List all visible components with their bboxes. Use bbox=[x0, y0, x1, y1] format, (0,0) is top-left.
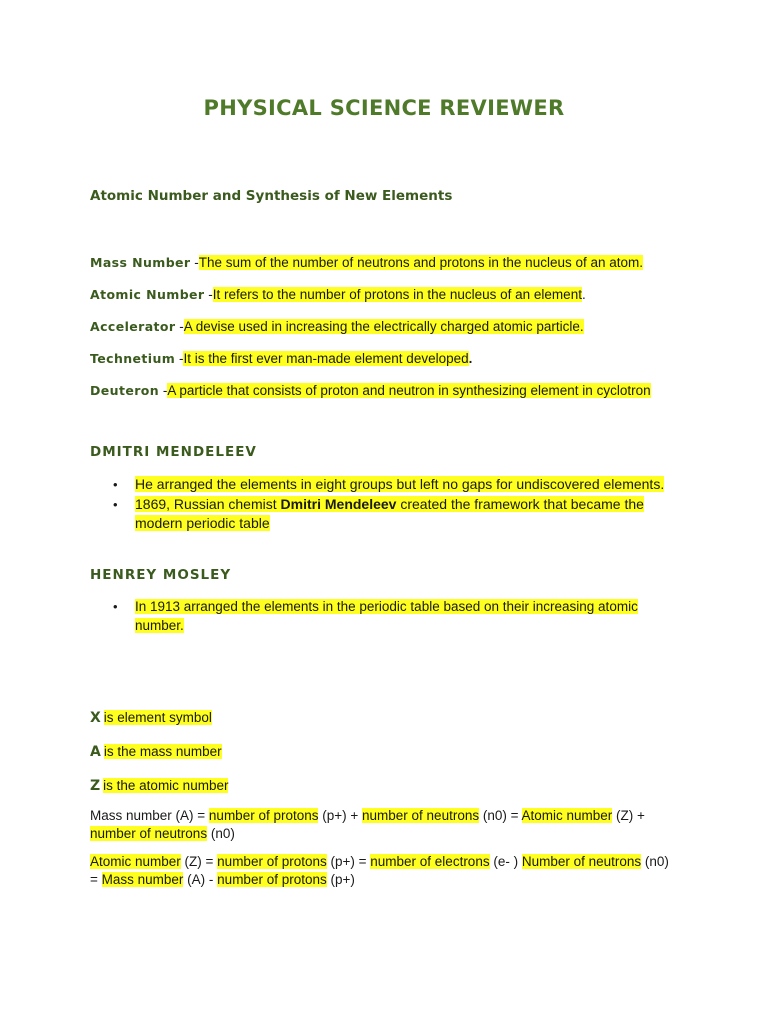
equation-highlight: number of protons bbox=[217, 854, 327, 869]
equation-text: (Z) = bbox=[180, 854, 218, 869]
list-item bbox=[90, 598, 670, 635]
symbol-a bbox=[90, 743, 222, 761]
definition-atomic-number bbox=[90, 286, 586, 304]
page-title: PHYSICAL SCIENCE REVIEWER bbox=[203, 96, 565, 120]
symbol-x bbox=[90, 709, 212, 727]
symbol-z bbox=[90, 777, 228, 795]
definition-term: Mass Number bbox=[90, 255, 191, 270]
equation-text: (A) - bbox=[183, 872, 218, 887]
equation-highlight: Atomic number bbox=[521, 808, 613, 823]
symbol-text: is the mass number bbox=[103, 744, 222, 759]
equation-highlight: number of neutrons bbox=[90, 826, 208, 841]
definition-separator: - bbox=[204, 287, 213, 302]
equation-text: (p+) = bbox=[326, 854, 371, 869]
equation-highlight: number of protons bbox=[208, 808, 319, 823]
definition-term: Atomic Number bbox=[90, 287, 205, 302]
bullet-text bbox=[135, 496, 644, 532]
equation-atomic-number bbox=[90, 853, 680, 889]
equation-highlight: Number of neutrons bbox=[521, 854, 642, 869]
definition-term: Accelerator bbox=[90, 319, 176, 334]
definition-tail: . bbox=[581, 287, 586, 302]
bullet-icon: • bbox=[113, 496, 118, 512]
definition-mass-number bbox=[90, 254, 643, 272]
definition-tail: . bbox=[468, 351, 473, 366]
symbol-letter: A bbox=[90, 744, 101, 760]
definition-separator: - bbox=[159, 383, 168, 398]
bullet-text-pre: 1869, Russian chemist bbox=[135, 495, 281, 512]
equation-mass-number bbox=[90, 807, 680, 843]
definition-deuteron bbox=[90, 382, 651, 400]
equation-text: (Z) + bbox=[612, 808, 645, 823]
list-item bbox=[90, 495, 670, 534]
bullet-text-post: created the framework that became the modern periodic table bbox=[135, 495, 644, 531]
equation-highlight: Mass number bbox=[101, 872, 184, 887]
symbol-text: is element symbol bbox=[103, 710, 212, 725]
equation-highlight: number of electrons bbox=[370, 854, 490, 869]
bullet-text-bold: Dmitri Mendeleev bbox=[280, 495, 397, 512]
equation-text: (n0) bbox=[207, 826, 235, 841]
definition-text: A devise used in increasing the electrically charged atomic particle. bbox=[183, 319, 584, 334]
symbol-text: is the atomic number bbox=[103, 778, 229, 793]
equation-text: (p+) bbox=[326, 872, 355, 887]
definition-separator: - bbox=[175, 319, 184, 334]
equation-text: (p+) + bbox=[318, 808, 363, 823]
definition-accelerator bbox=[90, 318, 584, 336]
equation-text: Mass number (A) = bbox=[90, 808, 209, 823]
mendeleev-bullet-list bbox=[90, 475, 670, 534]
definition-separator: - bbox=[190, 255, 199, 270]
definition-separator: - bbox=[175, 351, 184, 366]
bullet-icon: • bbox=[113, 477, 118, 492]
bullet-text: He arranged the elements in eight groups but left no gaps for undiscovered elements. bbox=[135, 476, 665, 492]
equation-text: (n0) = bbox=[90, 854, 669, 887]
definition-text: A particle that consists of proton and neutron in synthesizing element in cyclotron bbox=[167, 383, 651, 398]
symbol-letter: Z bbox=[90, 778, 101, 794]
definition-technetium bbox=[90, 350, 472, 368]
heading-mendeleev: DMITRI MENDELEEV bbox=[90, 444, 257, 460]
definition-term: Technetium bbox=[90, 351, 176, 366]
definition-text: The sum of the number of neutrons and protons in the nucleus of an atom. bbox=[198, 255, 644, 270]
definition-text: It is the first ever man-made element developed bbox=[183, 351, 469, 366]
section-subtitle: Atomic Number and Synthesis of New Elements bbox=[90, 188, 453, 204]
symbol-letter: X bbox=[90, 710, 101, 726]
bullet-icon: • bbox=[113, 599, 118, 614]
equation-highlight: number of neutrons bbox=[362, 808, 480, 823]
bullet-text: In 1913 arranged the elements in the periodic table based on their increasing atomic number. bbox=[135, 599, 638, 633]
mosley-bullet-list bbox=[90, 598, 670, 635]
list-item bbox=[90, 475, 670, 495]
definition-text: It refers to the number of protons in the nucleus of an element bbox=[212, 287, 582, 302]
heading-mosley: HENREY MOSLEY bbox=[90, 567, 232, 583]
equation-highlight: Atomic number bbox=[90, 854, 181, 869]
equation-text: (n0) = bbox=[479, 808, 522, 823]
definition-term: Deuteron bbox=[90, 383, 160, 398]
equation-text: (e- ) bbox=[489, 854, 522, 869]
equation-highlight: number of protons bbox=[217, 872, 327, 887]
